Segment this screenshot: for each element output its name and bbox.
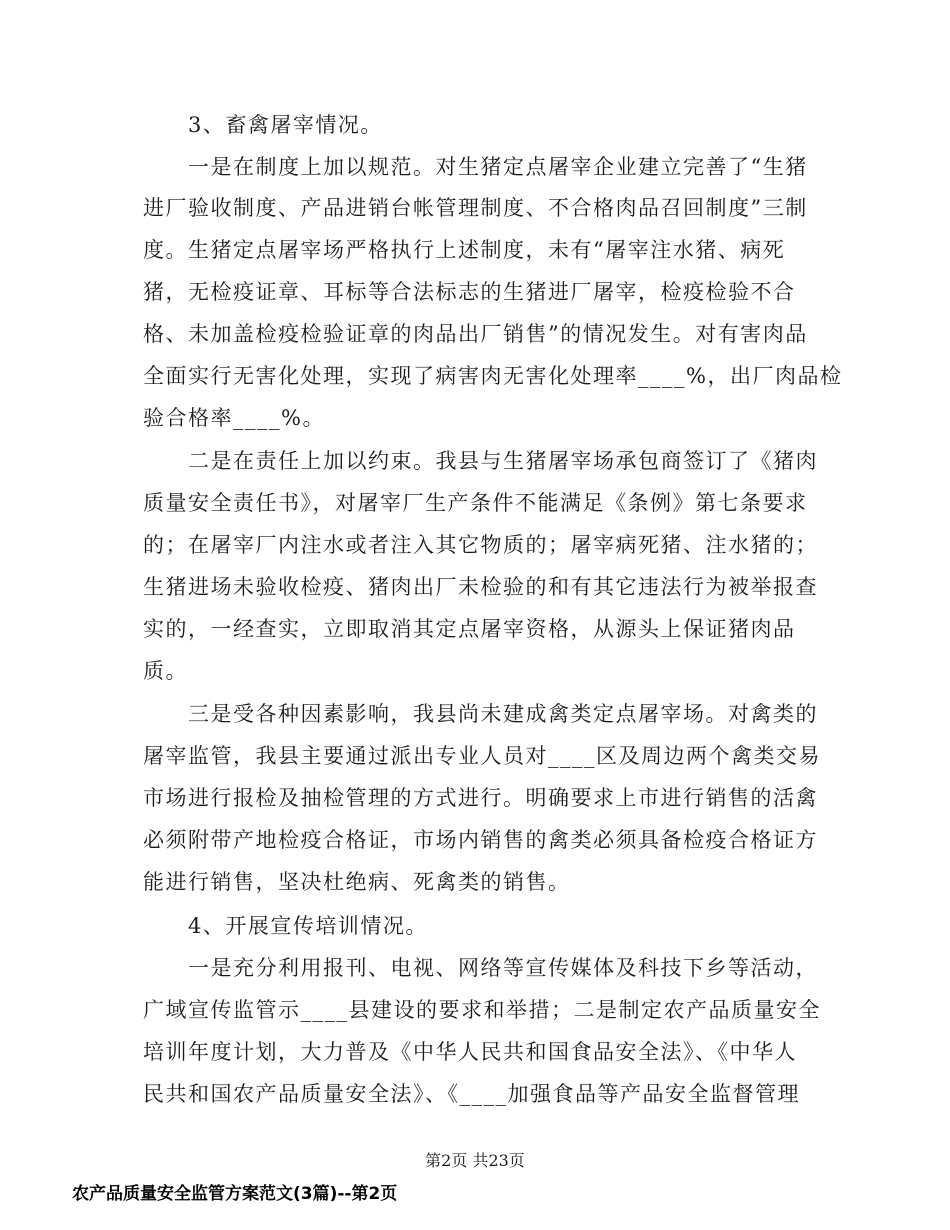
body-line: 4、开展宣传培训情况。 bbox=[188, 914, 428, 938]
body-line: 三是受各种因素影响，我县尚未建成禽类定点屠宰场。对禽类的 bbox=[188, 702, 818, 726]
body-line: 广域宣传监管示____县建设的要求和举措；二是制定农产品质量安全 bbox=[143, 998, 821, 1022]
body-line: 必须附带产地检疫合格证，市场内销售的禽类必须具备检疫合格证方 bbox=[143, 828, 818, 852]
body-line: 进厂验收制度、产品进销台帐管理制度、不合格肉品召回制度”三制 bbox=[143, 196, 808, 220]
body-line: 全面实行无害化处理，实现了病害肉无害化处理率____%，出厂肉品检 bbox=[143, 364, 843, 388]
body-line: 二是在责任上加以约束。我县与生猪屠宰场承包商签订了《猪肉 bbox=[188, 449, 818, 473]
body-line: 度。生猪定点屠宰场严格执行上述制度，未有“屠宰注水猪、病死 bbox=[143, 238, 786, 262]
body-line: 一是在制度上加以规范。对生猪定点屠宰企业建立完善了“生猪 bbox=[188, 155, 808, 179]
body-line: 实的，一经查实，立即取消其定点屠宰资格，从源头上保证猪肉品 bbox=[143, 617, 796, 641]
body-line: 市场进行报检及抽检管理的方式进行。明确要求上市进行销售的活禽 bbox=[143, 786, 818, 810]
body-line: 猪，无检疫证章、耳标等合法标志的生猪进厂屠宰，检疫检验不合 bbox=[143, 280, 796, 304]
body-line: 质量安全责任书》，对屠宰厂生产条件不能满足《条例》第七条要求 bbox=[143, 491, 808, 515]
body-line: 屠宰监管，我县主要通过派出专业人员对____区及周边两个禽类交易 bbox=[143, 744, 821, 768]
document-caption: 农产品质量安全监管方案范文(3篇)--第2页 bbox=[72, 1184, 398, 1204]
body-line: 格、未加盖检疫检验证章的肉品出厂销售”的情况发生。对有害肉品 bbox=[143, 322, 808, 346]
page-number: 第2页 共23页 bbox=[425, 1151, 525, 1170]
body-line: 生猪进场未验收检疫、猪肉出厂未检验的和有其它违法行为被举报查 bbox=[143, 575, 818, 599]
body-line: 3、畜禽屠宰情况。 bbox=[188, 113, 383, 137]
body-line: 质。 bbox=[143, 659, 188, 683]
body-line: 民共和国农产品质量安全法》、《____加强食品等产品安全监督管理 bbox=[143, 1082, 800, 1106]
body-line: 培训年度计划，大力普及《中华人民共和国食品安全法》、《中华人 bbox=[143, 1040, 797, 1064]
body-line: 验合格率____%。 bbox=[143, 406, 325, 430]
body-line: 的；在屠宰厂内注水或者注入其它物质的；屠宰病死猪、注水猪的； bbox=[143, 533, 818, 557]
body-line: 一是充分利用报刊、电视、网络等宣传媒体及科技下乡等活动， bbox=[188, 956, 818, 980]
body-line: 能进行销售，坚决杜绝病、死禽类的销售。 bbox=[143, 870, 571, 894]
